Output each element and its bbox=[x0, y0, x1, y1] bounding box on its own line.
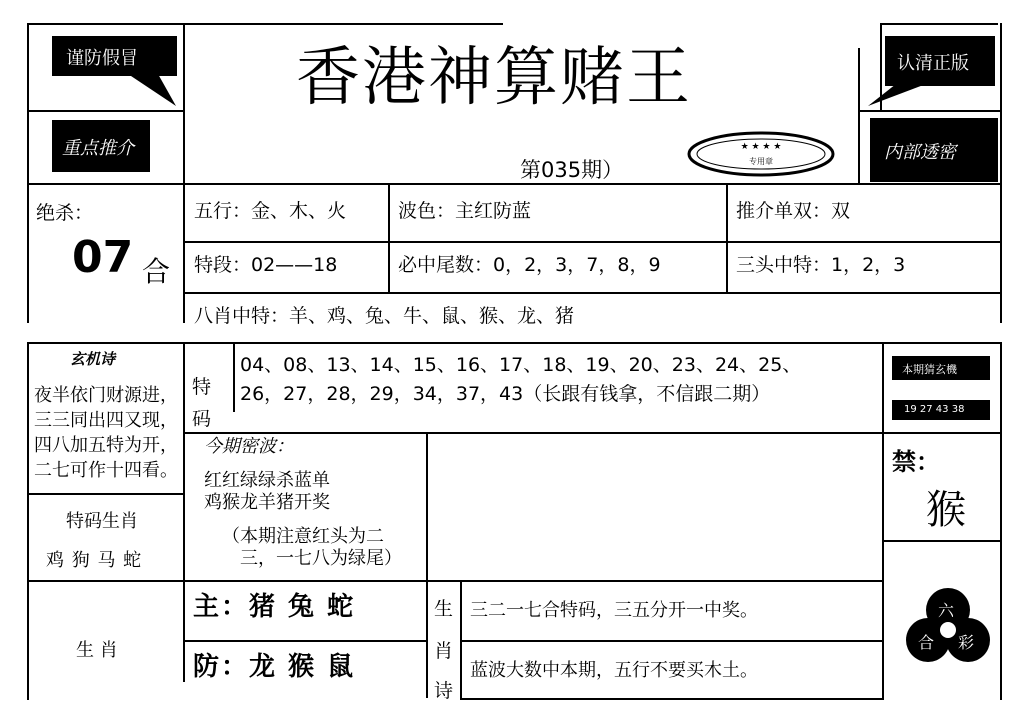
riddle-line: 夜半依门财源进， bbox=[34, 385, 178, 406]
tema-label: 码 bbox=[192, 408, 212, 430]
rule bbox=[183, 183, 185, 323]
rule bbox=[183, 342, 185, 682]
logo-char: 六 bbox=[938, 601, 955, 620]
rule bbox=[1000, 342, 1002, 700]
badge-label: 谨防假冒 bbox=[66, 48, 138, 69]
guess-numbers: 19 27 43 38 bbox=[904, 404, 965, 415]
rule bbox=[27, 183, 1002, 185]
riddle-line: 二七可作十四看。 bbox=[34, 460, 178, 481]
kill-suffix: 合 bbox=[142, 255, 171, 288]
badge-right-bottom bbox=[870, 118, 998, 182]
side-label: 诗 bbox=[434, 680, 454, 702]
rule bbox=[388, 183, 390, 293]
poem-line: 蓝波大数中本期，五行不要买木土。 bbox=[470, 660, 758, 681]
secret-line: 鸡猴龙羊猪开奖 bbox=[204, 492, 330, 513]
weishu: 必中尾数：0，2，3，7，8，9 bbox=[398, 254, 661, 276]
svg-text:★ ★ ★ ★: ★ ★ ★ ★ bbox=[740, 142, 782, 152]
riddle-line: 三三同出四又现， bbox=[34, 410, 178, 431]
rule bbox=[183, 292, 1002, 294]
secret-title: 今期密波： bbox=[204, 436, 294, 457]
rule bbox=[183, 23, 185, 183]
page-title: 香港神算赌王 bbox=[296, 41, 692, 115]
baxiao: 八肖中特：羊、鸡、兔、牛、鼠、猴、龙、猪 bbox=[194, 305, 575, 327]
rule bbox=[726, 183, 728, 293]
rule bbox=[233, 342, 235, 412]
riddle-line: 四八加五特为开， bbox=[34, 435, 178, 456]
tema-line: 26，27，28，29，34，37，43（长跟有钱拿，不信跟二期） bbox=[240, 383, 771, 405]
rule bbox=[1000, 23, 1002, 323]
main-animals: 主：猪 兔 蛇 bbox=[193, 592, 356, 622]
rule bbox=[460, 640, 884, 642]
badge-label: 认清正版 bbox=[897, 53, 969, 74]
rule bbox=[460, 698, 884, 700]
secret-line: 红红绿绿杀蓝单 bbox=[204, 470, 330, 491]
fang-animals: 防：龙 猴 鼠 bbox=[193, 652, 356, 682]
bottom-label: 生 肖 bbox=[76, 640, 118, 661]
guess-title: 本期猜玄機 bbox=[902, 363, 957, 376]
santou: 三头中特：1，2，3 bbox=[736, 254, 906, 276]
rule bbox=[882, 342, 884, 698]
kill-label: 绝杀： bbox=[36, 202, 94, 224]
rule bbox=[183, 241, 1002, 243]
rule bbox=[183, 432, 1002, 434]
poem-line: 三二一七合特码，三五分开一中奖。 bbox=[470, 600, 758, 621]
rule bbox=[27, 23, 503, 25]
badge-right-top bbox=[885, 36, 995, 86]
rule bbox=[27, 342, 1002, 344]
ban-label: 禁： bbox=[892, 448, 940, 476]
danshuang: 推介单双：双 bbox=[736, 200, 851, 222]
badge-label: 内部透密 bbox=[884, 142, 956, 163]
rule bbox=[858, 110, 1002, 112]
tema-line: 04、08、13、14、15、16、17、18、19、20、23、24、25、 bbox=[240, 354, 802, 376]
logo-char: 彩 bbox=[958, 633, 975, 652]
side-label: 肖 bbox=[434, 640, 454, 662]
rule bbox=[183, 640, 428, 642]
riddle-title: 玄机诗 bbox=[70, 350, 116, 368]
speech-tail-icon bbox=[128, 74, 178, 108]
shengxiao-title: 特码生肖 bbox=[66, 511, 138, 532]
secret-line: 三，一七八为绿尾） bbox=[240, 548, 402, 569]
rule bbox=[426, 432, 428, 698]
tema-label: 特 bbox=[192, 376, 212, 398]
kill-number: 07 bbox=[72, 232, 134, 283]
rule bbox=[460, 580, 462, 698]
badge-left-bottom bbox=[52, 120, 150, 172]
rule bbox=[880, 23, 998, 25]
shengxiao-animals: 鸡 狗 马 蛇 bbox=[46, 550, 143, 571]
rule bbox=[27, 110, 185, 112]
ban-animal: 猴 bbox=[926, 487, 966, 533]
rule bbox=[27, 580, 884, 582]
badge-left-top bbox=[52, 36, 177, 76]
rule bbox=[27, 493, 185, 495]
rule bbox=[27, 23, 29, 323]
side-label: 生 bbox=[434, 598, 454, 620]
issue-number: 第035期） bbox=[520, 158, 624, 182]
guess-number-box bbox=[892, 400, 990, 420]
stamp-icon bbox=[686, 130, 836, 178]
secret-line: （本期注意红头为二 bbox=[222, 526, 384, 547]
svg-text:专用章: 专用章 bbox=[749, 157, 773, 166]
wuxing: 五行：金、木、火 bbox=[194, 200, 347, 222]
rule bbox=[858, 48, 860, 183]
teduan: 特段：02——18 bbox=[194, 254, 338, 276]
rule bbox=[27, 342, 29, 700]
badge-label: 重点推介 bbox=[62, 138, 134, 159]
rule bbox=[882, 540, 1002, 542]
speech-tail-icon bbox=[868, 84, 928, 108]
logo-char: 合 bbox=[918, 633, 935, 652]
bose: 波色：主红防蓝 bbox=[398, 200, 532, 222]
guess-title-box bbox=[892, 356, 990, 380]
